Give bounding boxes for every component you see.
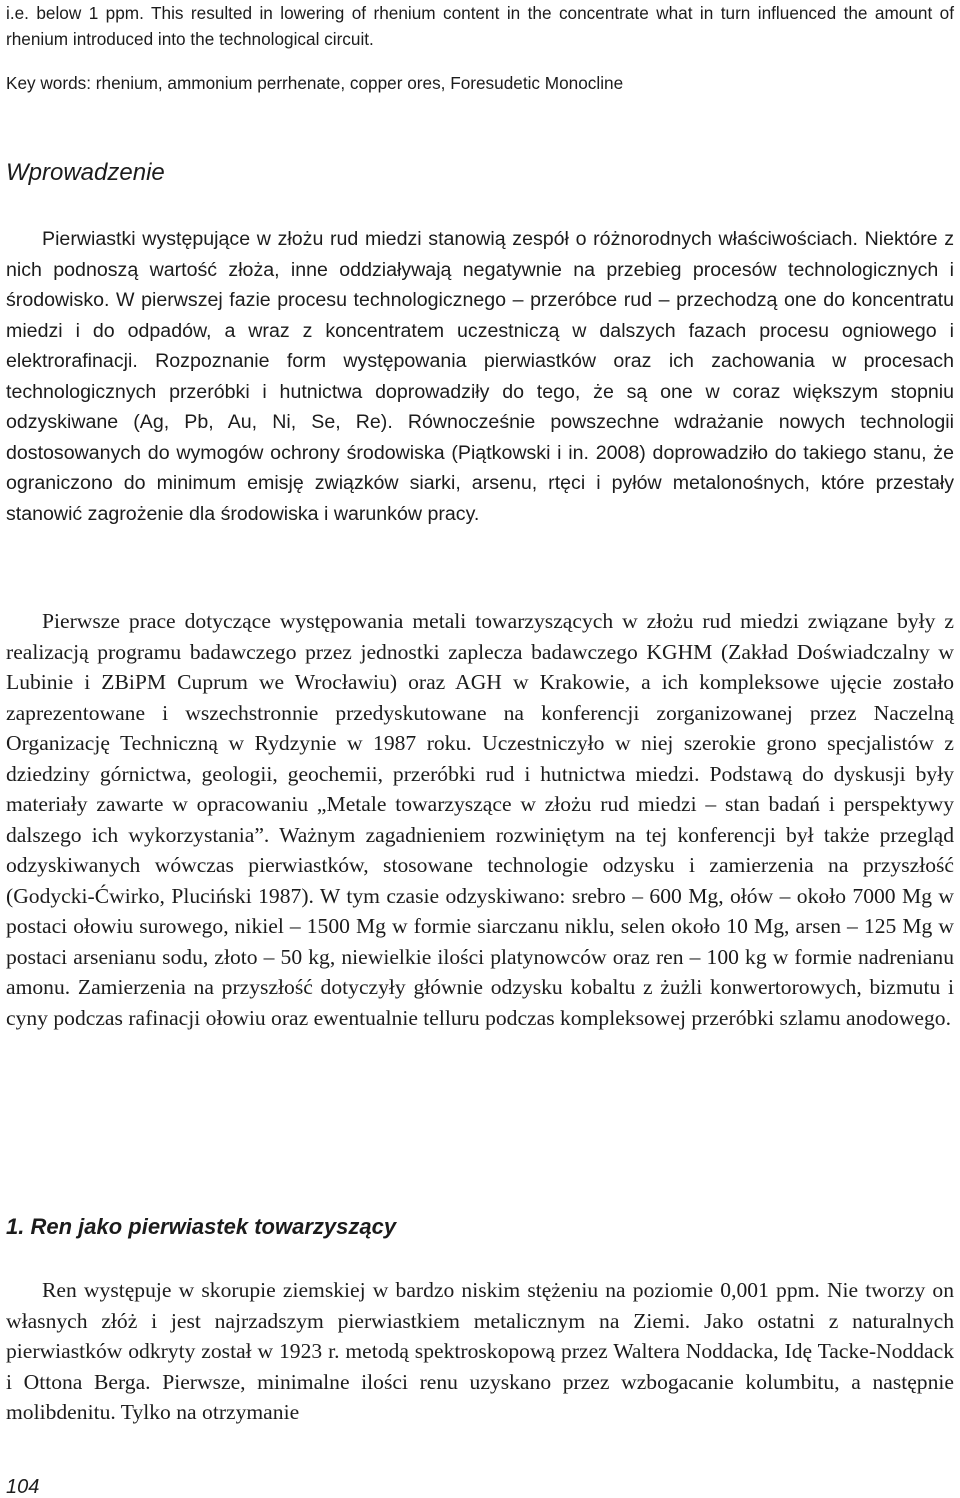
intro-paragraph-1: Pierwiastki występujące w złożu rud miedzi stanowią zespół o różnorodnych właściwościach. Niektóre z nich podnoszą wartość złoża, inne oddziaływają negatywnie na przebieg procesów technologicznych i środowisko. W pierwszej fazie procesu technologicznego – przeróbce rud – przechodzą one do koncentratu miedzi i do odpadów, a wraz z koncentratem uczestniczą w dalszych fazach procesu ogniowego i elektrorafinacji. Rozpoznanie form występowania pierwiastków oraz ich zachowania w procesach technologicznych przeróbki i hutnictwa doprowadziły do tego, że są one w coraz większym stopniu odzyskiwane (Ag, Pb, Au, Ni, Se, Re). Równocześnie powszechne wdrażanie nowych technologii dostosowanych do wymogów ochrony środowiska (Piątkowski i in. 2008) doprowadziło do takiego stanu, że ograniczono do minimum emisję związków siarki, arsenu, rtęci i pyłów metalonośnych, które przestały stanowić zagrożenie dla środowiska i warunków pracy. [6, 228, 954, 525]
section-1-heading: 1. Ren jako pierwiastek towarzyszący [6, 1214, 397, 1239]
intro-paragraph-2: Pierwsze prace dotyczące występowania metali towarzyszących w złożu rud miedzi związane były z realizacją programu badawczego przez jednostki zaplecza badawczego KGHM (Zakład Doświadczalny w Lubinie i ZBiPM Cuprum we Wrocławiu) oraz AGH w Krakowie, a ich kompleksowe ujęcie zostało zaprezentowane i wszechstronnie przedyskutowane na konferencji zorganizowanej przez Naczelną Organizację Techniczną w Rydzynie w 1987 roku. Uczestniczyło w niej szerokie grono specjalistów z dziedziny górnictwa, geologii, geochemii, przeróbki rud i hutnictwa miedzi. Podstawą do dyskusji były materiały zawarte w opracowaniu „Metale towarzyszące w złożu rud miedzi – stan badań i perspektywy dalszego ich wykorzystania”. Ważnym zagadnieniem rozwiniętym na tej konferencji był także przegląd odzyskiwanych wówczas pierwiastków, stosowane technologie odzysku i zamierzenia na przyszłość (Godycki-Ćwirko, Pluciński 1987). W tym czasie odzyskiwano: srebro – 600 Mg, ołów – około 7000 Mg w postaci ołowiu surowego, nikiel – 1500 Mg w formie siarczanu niklu, selen około 10 Mg, arsen – 125 Mg w postaci arsenianu sodu, złoto – 50 kg, niewielkie ilości platynowców oraz ren – 100 kg w formie nadrenianu amonu. Zamierzenia na przyszłość dotyczyły głównie odzysku kobaltu z żużli konwertorowych, bizmutu i cyny podczas rafinacji ołowiu oraz ewentualnie telluru podczas kompleksowej przeróbki szlamu anodowego. [6, 609, 954, 1030]
keywords-line: Key words: rhenium, ammonium perrhenate, copper ores, Foresudetic Monocline [6, 73, 624, 93]
intro-heading: Wprowadzenie [6, 159, 165, 186]
page-number: 104 [6, 1476, 40, 1498]
abstract-tail-text: i.e. below 1 ppm. This resulted in lowering of rhenium content in the concentrate what in turn influenced the amount of rhenium introduced into the technological circuit. [6, 3, 954, 49]
section-1-paragraph: Ren występuje w skorupie ziemskiej w bardzo niskim stężeniu na poziomie 0,001 ppm. Nie tworzy on własnych złóż i jest najrzadszym pierwiastkiem metalicznym na Ziemi. Jako ostatni z naturalnych pierwiastków odkryty został w 1923 r. metodą spektroskopową przez Waltera Noddacka, Idę Tacke-Noddack i Ottona Berga. Pierwsze, minimalne ilości renu uzyskano przez wzbogacanie kolumbitu, a następnie molibdenitu. Tylko na otrzymanie [6, 1278, 954, 1424]
